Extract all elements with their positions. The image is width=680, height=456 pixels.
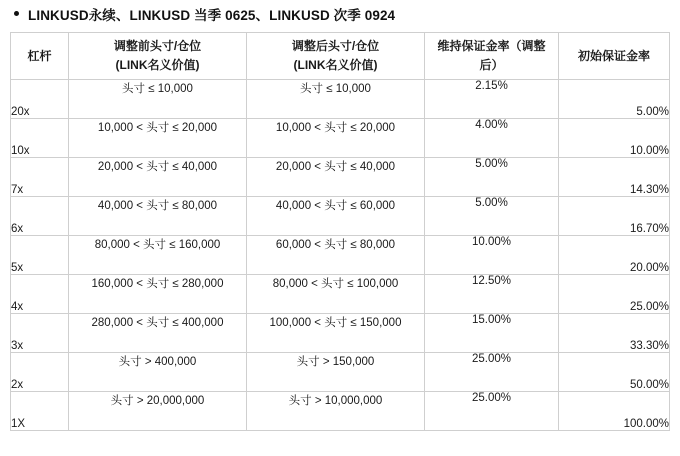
cell-leverage: 5x <box>11 236 69 275</box>
cell-leverage: 4x <box>11 275 69 314</box>
cell-leverage: 20x <box>11 80 69 119</box>
column-header-leverage: 杠杆 <box>11 33 69 80</box>
column-header-before: 调整前头寸/仓位 (LINK名义价值) <box>69 33 247 80</box>
cell-imr: 20.00% <box>559 236 670 275</box>
bullet-icon <box>14 11 19 16</box>
table-row <box>11 392 670 431</box>
cell-before: 头寸 > 20,000,000 <box>69 392 247 431</box>
cell-mmr: 25.00% <box>425 392 559 431</box>
cell-mmr: 25.00% <box>425 353 559 392</box>
cell-before: 80,000 < 头寸 ≤ 160,000 <box>69 236 247 275</box>
cell-mmr: 4.00% <box>425 119 559 158</box>
cell-after: 20,000 < 头寸 ≤ 40,000 <box>247 158 425 197</box>
cell-imr: 50.00% <box>559 353 670 392</box>
cell-after: 40,000 < 头寸 ≤ 60,000 <box>247 197 425 236</box>
cell-after: 100,000 < 头寸 ≤ 150,000 <box>247 314 425 353</box>
cell-mmr: 10.00% <box>425 236 559 275</box>
cell-mmr: 5.00% <box>425 158 559 197</box>
table-header-row <box>11 33 670 80</box>
cell-mmr: 5.00% <box>425 197 559 236</box>
cell-before: 头寸 > 400,000 <box>69 353 247 392</box>
margin-tier-table <box>10 32 670 431</box>
cell-before: 10,000 < 头寸 ≤ 20,000 <box>69 119 247 158</box>
table-row <box>11 236 670 275</box>
cell-mmr: 12.50% <box>425 275 559 314</box>
cell-before: 160,000 < 头寸 ≤ 280,000 <box>69 275 247 314</box>
cell-leverage: 10x <box>11 119 69 158</box>
cell-after: 头寸 > 150,000 <box>247 353 425 392</box>
table-row <box>11 197 670 236</box>
cell-imr: 5.00% <box>559 80 670 119</box>
cell-imr: 16.70% <box>559 197 670 236</box>
cell-before: 头寸 ≤ 10,000 <box>69 80 247 119</box>
cell-mmr: 15.00% <box>425 314 559 353</box>
cell-leverage: 2x <box>11 353 69 392</box>
cell-imr: 25.00% <box>559 275 670 314</box>
cell-imr: 10.00% <box>559 119 670 158</box>
cell-imr: 33.30% <box>559 314 670 353</box>
table-header <box>11 33 670 80</box>
table-row <box>11 119 670 158</box>
cell-before: 20,000 < 头寸 ≤ 40,000 <box>69 158 247 197</box>
column-header-maintenance-margin-rate: 维持保证金率（调整后） <box>425 33 559 80</box>
table-row <box>11 158 670 197</box>
column-header-after: 调整后头寸/仓位 (LINK名义价值) <box>247 33 425 80</box>
column-header-initial-margin-rate: 初始保证金率 <box>559 33 670 80</box>
cell-mmr: 2.15% <box>425 80 559 119</box>
cell-after: 60,000 < 头寸 ≤ 80,000 <box>247 236 425 275</box>
cell-before: 40,000 < 头寸 ≤ 80,000 <box>69 197 247 236</box>
table-body <box>11 80 670 431</box>
cell-after: 10,000 < 头寸 ≤ 20,000 <box>247 119 425 158</box>
cell-before: 280,000 < 头寸 ≤ 400,000 <box>69 314 247 353</box>
table-row <box>11 80 670 119</box>
table-row <box>11 275 670 314</box>
cell-imr: 14.30% <box>559 158 670 197</box>
cell-leverage: 1X <box>11 392 69 431</box>
cell-after: 头寸 ≤ 10,000 <box>247 80 425 119</box>
section-heading-text: LINKUSD永续、LINKUSD 当季 0625、LINKUSD 次季 0924 <box>28 8 396 23</box>
cell-leverage: 6x <box>11 197 69 236</box>
cell-imr: 100.00% <box>559 392 670 431</box>
table-row <box>11 353 670 392</box>
cell-leverage: 7x <box>11 158 69 197</box>
cell-after: 80,000 < 头寸 ≤ 100,000 <box>247 275 425 314</box>
cell-after: 头寸 > 10,000,000 <box>247 392 425 431</box>
cell-leverage: 3x <box>11 314 69 353</box>
section-heading <box>0 0 680 32</box>
table-row <box>11 314 670 353</box>
